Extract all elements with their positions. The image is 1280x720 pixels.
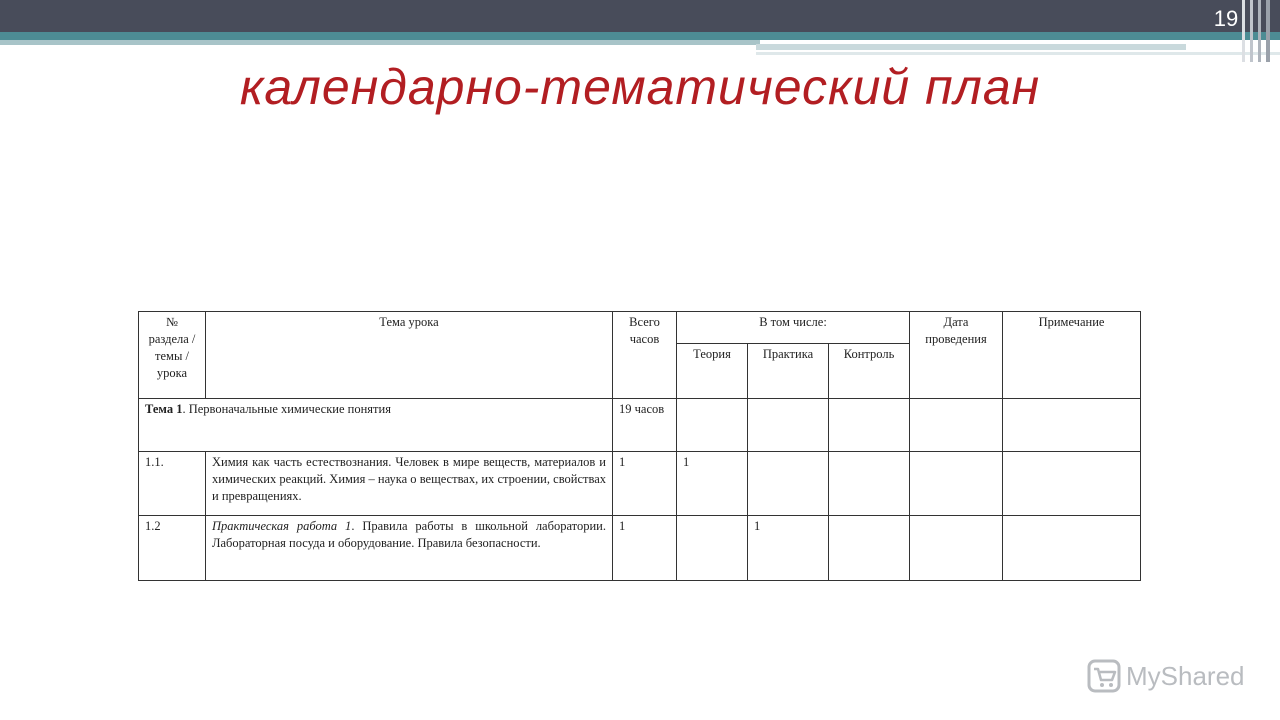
header-num: № раздела / темы / урока bbox=[139, 312, 206, 399]
header-total-hours: Всего часов bbox=[613, 312, 677, 399]
row-control bbox=[829, 516, 910, 581]
section-label: Тема 1 bbox=[145, 402, 183, 416]
table-header-row bbox=[139, 312, 1141, 344]
row-topic bbox=[206, 516, 613, 581]
header-control: Контроль bbox=[829, 344, 910, 399]
header-stripe bbox=[756, 44, 1186, 50]
table-cell bbox=[829, 399, 910, 452]
row-topic-italic: Практическая работа 1 bbox=[212, 519, 352, 533]
row-topic-text: Химия как часть естествознания. Человек в мире веществ, материалов и химических реакций. Химия – наука о веществах, их строении, свойствах и превращениях. bbox=[212, 455, 606, 503]
header-date: Дата проведения bbox=[910, 312, 1003, 399]
decor-bar bbox=[1250, 0, 1253, 62]
header-light-band bbox=[0, 40, 760, 45]
section-title-cell bbox=[139, 399, 613, 452]
row-practice bbox=[748, 452, 829, 516]
table-cell bbox=[1003, 399, 1141, 452]
table-cell bbox=[748, 399, 829, 452]
row-topic-text: . Правила работы в школьной лаборатории. Лабораторная посуда и оборудование. Правила безопасности. bbox=[212, 519, 606, 550]
table-row bbox=[139, 452, 1141, 516]
row-theory: 1 bbox=[677, 452, 748, 516]
myshared-logo[interactable] bbox=[1086, 656, 1245, 696]
plan-table bbox=[138, 311, 1141, 581]
table-cell bbox=[910, 399, 1003, 452]
logo-text: MyShared bbox=[1126, 660, 1245, 691]
header-note: Примечание bbox=[1003, 312, 1141, 399]
slide-title: календарно-тематический план bbox=[239, 59, 1041, 115]
row-total: 1 bbox=[613, 516, 677, 581]
row-total: 1 bbox=[613, 452, 677, 516]
row-num: 1.1. bbox=[139, 452, 206, 516]
row-theory bbox=[677, 516, 748, 581]
row-num: 1.2 bbox=[139, 516, 206, 581]
row-topic bbox=[206, 452, 613, 516]
header-theory: Теория bbox=[677, 344, 748, 399]
row-date bbox=[910, 516, 1003, 581]
table-cell bbox=[677, 399, 748, 452]
header-band bbox=[0, 0, 1280, 32]
decor-bar bbox=[1266, 0, 1270, 62]
row-note bbox=[1003, 516, 1141, 581]
header-including: В том числе: bbox=[677, 312, 910, 344]
header-accent-band bbox=[0, 32, 1280, 40]
decor-bar bbox=[1258, 0, 1261, 62]
section-row bbox=[139, 399, 1141, 452]
row-date bbox=[910, 452, 1003, 516]
row-note bbox=[1003, 452, 1141, 516]
row-control bbox=[829, 452, 910, 516]
row-practice: 1 bbox=[748, 516, 829, 581]
header-stripe bbox=[756, 52, 1280, 55]
header-topic: Тема урока bbox=[206, 312, 613, 399]
slide-number: 19 bbox=[1213, 6, 1239, 31]
cart-icon bbox=[1086, 658, 1122, 694]
table-row bbox=[139, 516, 1141, 581]
section-hours: 19 часов bbox=[613, 399, 677, 452]
header-practice: Практика bbox=[748, 344, 829, 399]
section-title: . Первоначальные химические понятия bbox=[182, 402, 391, 416]
